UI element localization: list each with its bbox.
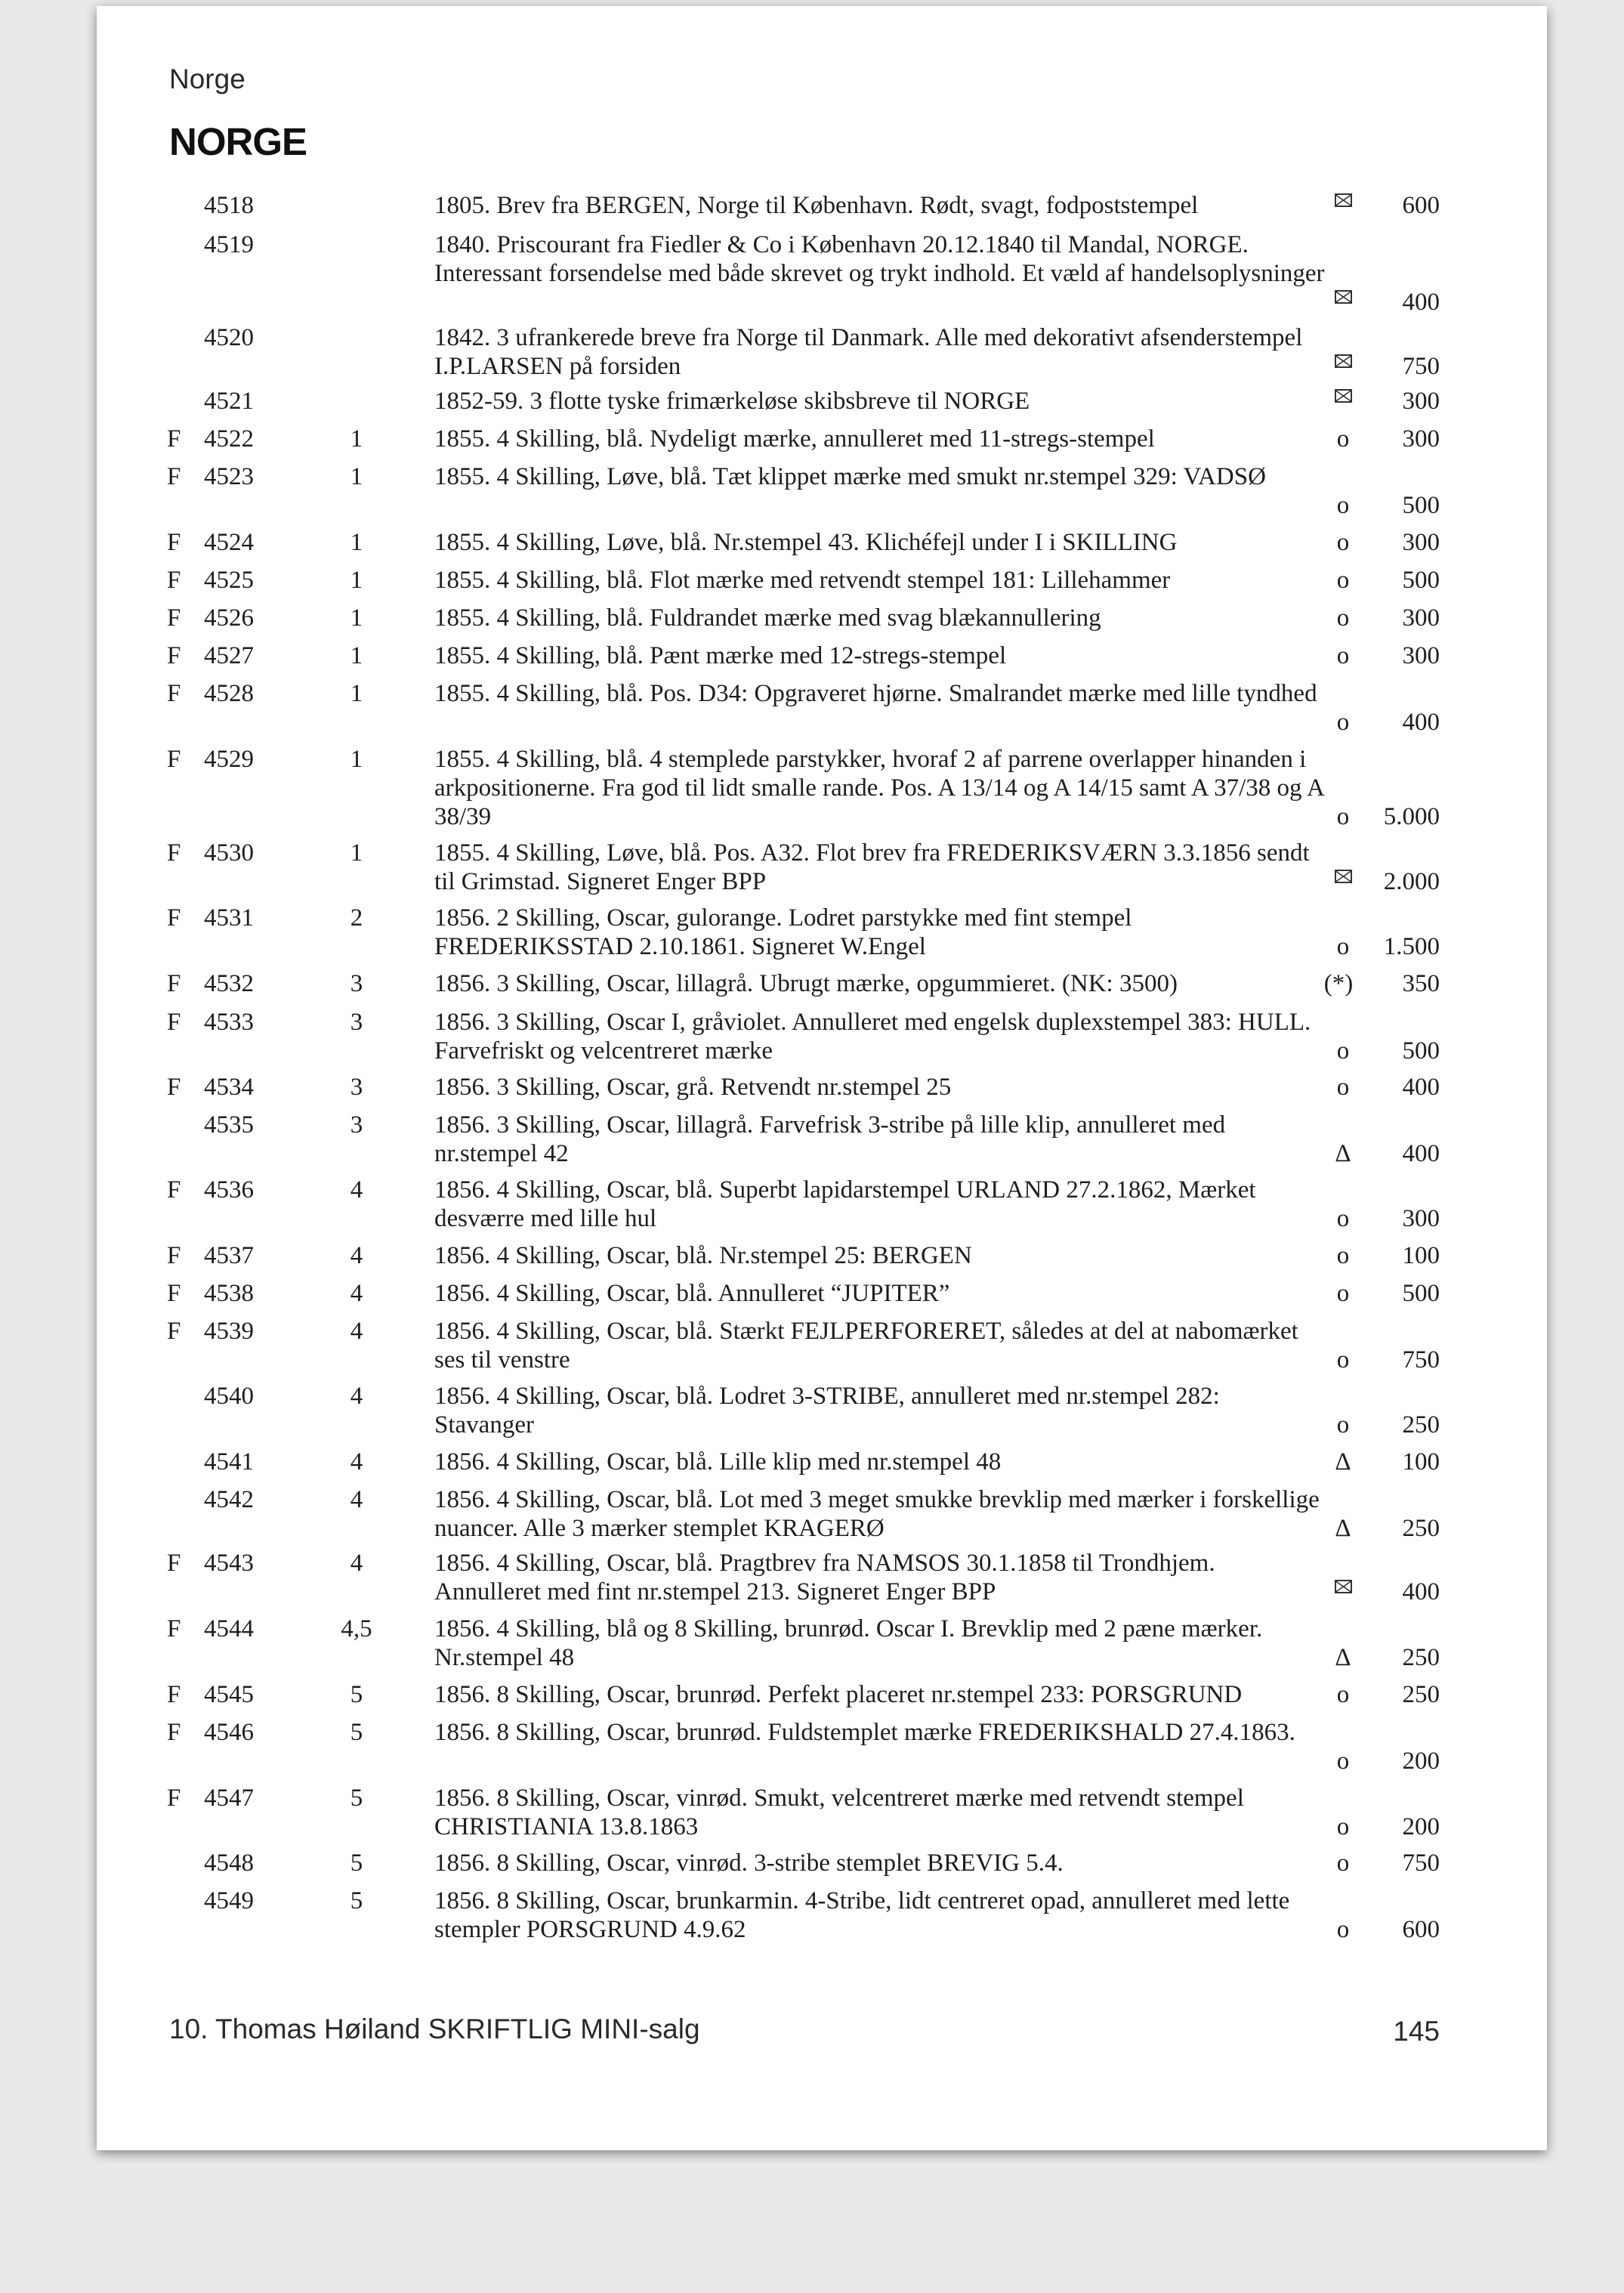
lot-description: 1856. 2 Skilling, Oscar, gulorange. Lodret parstykke med fint stempel FREDERIKSSTAD 2.10.1861. Signeret W.Engel <box>434 904 1132 960</box>
lot-number: 4540 <box>204 1383 254 1410</box>
envelope-icon <box>1320 187 1366 215</box>
lot-price: 350 <box>1402 970 1440 997</box>
envelope-icon <box>1335 354 1352 368</box>
lot-catalog-number: 4 <box>350 1383 363 1410</box>
lot-flag: F <box>167 1280 181 1307</box>
lot-number: 4518 <box>204 192 254 219</box>
lot-price: 5.000 <box>1383 803 1440 830</box>
lot-catalog-number: 1 <box>350 604 363 632</box>
envelope-icon <box>1335 389 1352 403</box>
lot-catalog-number: 3 <box>350 970 363 997</box>
lot-catalog-number: 1 <box>350 529 363 556</box>
lot-description: 1855. 4 Skilling, blå. 4 stemplede parstykker, hvoraf 2 af parrene overlapper hinanden i arkpositionerne. Fra god til lidt smalle rande. Pos. A 13/14 og A 14/15 samt A 37/38 og A 38/39 <box>434 746 1323 830</box>
envelope-icon <box>1335 290 1352 304</box>
lot-row <box>97 230 1547 317</box>
lot-number: 4539 <box>204 1318 254 1345</box>
envelope-icon <box>1320 348 1366 376</box>
lot-description: 1856. 4 Skilling, Oscar, blå. Lodret 3-STRIBE, annulleret med nr.stempel 282: Stavanger <box>434 1383 1220 1439</box>
section-title: NORGE <box>169 120 307 163</box>
lot-flag: F <box>167 1176 181 1204</box>
lot-number: 4528 <box>204 680 254 707</box>
lot-flag: F <box>167 1785 181 1812</box>
lot-flag: F <box>167 839 181 867</box>
lot-number: 4521 <box>204 388 254 415</box>
lot-number: 4546 <box>204 1719 254 1746</box>
lot-catalog-number: 5 <box>350 1850 363 1877</box>
lot-catalog-number: 1 <box>350 463 363 490</box>
lot-number: 4537 <box>204 1242 254 1269</box>
lot-description: 1842. 3 ufrankerede breve fra Norge til Danmark. Alle med dekorativt afsenderstempel I.P.LARSEN på forsiden <box>434 324 1303 380</box>
lot-catalog-number: 5 <box>350 1719 363 1746</box>
lot-catalog-number: 1 <box>350 425 363 453</box>
lot-price: 600 <box>1402 1916 1440 1943</box>
lot-description: 1856. 3 Skilling, Oscar I, gråviolet. Annulleret med engelsk duplexstempel 383: HULL. Farvefriskt og velcentreret mærke <box>434 1009 1311 1065</box>
lot-number: 4535 <box>204 1111 254 1139</box>
lot-description: 1855. 4 Skilling, blå. Pænt mærke med 12-stregs-stempel <box>434 642 1007 669</box>
lot-price: 750 <box>1402 353 1440 380</box>
lot-catalog-number: 4 <box>350 1242 363 1269</box>
lot-description: 1856. 8 Skilling, Oscar, brunrød. Fuldstemplet mærke FREDERIKSHALD 27.4.1863. <box>434 1719 1295 1746</box>
lot-row <box>97 323 1547 381</box>
lot-row <box>97 641 1547 670</box>
lot-number: 4524 <box>204 529 254 556</box>
lot-flag: F <box>167 680 181 707</box>
lot-flag: F <box>167 904 181 932</box>
lot-catalog-number: 1 <box>350 680 363 707</box>
lot-description: 1855. 4 Skilling, blå. Pos. D34: Opgraveret hjørne. Smalrandet mærke med lille tyndhed <box>434 680 1317 707</box>
lot-catalog-number: 3 <box>350 1009 363 1036</box>
lot-flag: F <box>167 604 181 632</box>
lot-number: 4520 <box>204 324 254 351</box>
lot-flag: F <box>167 425 181 453</box>
lot-number: 4526 <box>204 604 254 632</box>
lot-description: 1856. 3 Skilling, Oscar, lillagrå. Ubrugt mærke, opgummieret. (NK: 3500) <box>434 970 1178 997</box>
lot-price: 300 <box>1402 642 1440 669</box>
lot-price: 500 <box>1402 1280 1440 1307</box>
lot-price: 300 <box>1402 1205 1440 1232</box>
lot-price: 100 <box>1402 1448 1440 1476</box>
lot-number: 4538 <box>204 1280 254 1307</box>
lot-description: 1856. 4 Skilling, Oscar, blå. Annulleret “JUPITER” <box>434 1280 950 1307</box>
lot-row <box>97 904 1547 961</box>
lot-catalog-number: 1 <box>350 839 363 867</box>
lot-row <box>97 1615 1547 1672</box>
lot-price: 300 <box>1402 388 1440 415</box>
lot-condition: o <box>1336 492 1350 519</box>
lot-description: 1855. 4 Skilling, Løve, blå. Nr.stempel 43. Klichéfejl under I i SKILLING <box>434 529 1178 556</box>
envelope-icon <box>1335 870 1352 883</box>
lot-catalog-number: 4 <box>350 1486 363 1513</box>
lot-catalog-number: 4 <box>350 1280 363 1307</box>
lot-condition: Δ <box>1335 1644 1351 1671</box>
lot-price: 300 <box>1402 425 1440 453</box>
lot-flag: F <box>167 1009 181 1036</box>
lot-catalog-number: 4 <box>350 1176 363 1204</box>
envelope-icon <box>1320 1573 1366 1602</box>
lot-condition: Δ <box>1335 1448 1351 1476</box>
lot-price: 750 <box>1402 1850 1440 1877</box>
lot-description: 1805. Brev fra BERGEN, Norge til København. Rødt, svagt, fodpoststempel <box>434 192 1199 219</box>
lot-row <box>97 1073 1547 1102</box>
lot-row <box>97 387 1547 416</box>
lot-number: 4548 <box>204 1850 254 1877</box>
running-head: Norge <box>169 63 245 94</box>
lot-row <box>97 1448 1547 1476</box>
lot-description: 1856. 4 Skilling, Oscar, blå. Nr.stempel 25: BERGEN <box>434 1242 972 1269</box>
lot-row <box>97 1111 1547 1168</box>
lot-number: 4519 <box>204 231 254 258</box>
lot-flag: F <box>167 642 181 669</box>
lot-description: 1855. 4 Skilling, Løve, blå. Tæt klippet mærke med smukt nr.stempel 329: VADSØ <box>434 463 1266 490</box>
lot-row <box>97 1382 1547 1439</box>
lot-price: 300 <box>1402 529 1440 556</box>
lot-row <box>97 1241 1547 1270</box>
lot-price: 500 <box>1402 567 1440 594</box>
lot-price: 300 <box>1402 604 1440 632</box>
lot-condition: o <box>1336 1346 1350 1374</box>
lot-catalog-number: 4 <box>350 1550 363 1577</box>
lot-number: 4529 <box>204 746 254 773</box>
lot-number: 4544 <box>204 1615 254 1642</box>
lot-row <box>97 425 1547 453</box>
lot-price: 250 <box>1402 1515 1440 1542</box>
lot-flag: F <box>167 1550 181 1577</box>
lot-price: 2.000 <box>1383 868 1440 895</box>
lot-condition: (*) <box>1323 970 1354 997</box>
lot-condition: Δ <box>1335 1140 1351 1167</box>
lot-flag: F <box>167 1719 181 1746</box>
lot-description: 1840. Priscourant fra Fiedler & Co i København 20.12.1840 til Mandal, NORGE. Interessant forsendelse med både skrevet og trykt indhold. Et væld af handelsoplysninger <box>434 231 1325 287</box>
lot-number: 4527 <box>204 642 254 669</box>
lot-catalog-number: 4,5 <box>341 1615 372 1642</box>
lot-number: 4545 <box>204 1681 254 1708</box>
lot-description: 1856. 4 Skilling, Oscar, blå. Stærkt FEJLPERFORERET, således at del at nabomærket ses til venstre <box>434 1318 1298 1374</box>
lot-condition: o <box>1336 1681 1350 1708</box>
lot-number: 4533 <box>204 1009 254 1036</box>
lot-row <box>97 1784 1547 1841</box>
lot-price: 400 <box>1402 289 1440 316</box>
lot-row <box>97 1549 1547 1606</box>
lot-flag: F <box>167 463 181 490</box>
lot-number: 4543 <box>204 1550 254 1577</box>
envelope-icon <box>1320 283 1366 312</box>
lot-row <box>97 604 1547 632</box>
lot-description: 1856. 4 Skilling, Oscar, blå. Superbt lapidarstempel URLAND 27.2.1862, Mærket desværre med lille hul <box>434 1176 1256 1232</box>
lot-flag: F <box>167 1681 181 1708</box>
lot-condition: o <box>1336 1916 1350 1943</box>
lot-row <box>97 745 1547 831</box>
lot-description: 1855. 4 Skilling, blå. Nydeligt mærke, annulleret med 11-stregs-stempel <box>434 425 1155 453</box>
lot-price: 250 <box>1402 1411 1440 1439</box>
lot-number: 4541 <box>204 1448 254 1476</box>
lot-catalog-number: 5 <box>350 1785 363 1812</box>
lot-row <box>97 969 1547 998</box>
lot-flag: F <box>167 746 181 773</box>
lot-description: 1852-59. 3 flotte tyske frimærkeløse skibsbreve til NORGE <box>434 388 1030 415</box>
lot-row <box>97 191 1547 220</box>
lot-flag: F <box>167 1318 181 1345</box>
lot-row <box>97 1887 1547 1944</box>
lot-flag: F <box>167 567 181 594</box>
lot-price: 600 <box>1402 192 1440 219</box>
lot-price: 500 <box>1402 1037 1440 1065</box>
envelope-icon <box>1320 863 1366 892</box>
lot-row <box>97 1279 1547 1308</box>
lot-number: 4525 <box>204 567 254 594</box>
lot-number: 4534 <box>204 1074 254 1101</box>
lot-number: 4549 <box>204 1887 254 1914</box>
lot-flag: F <box>167 1242 181 1269</box>
lot-number: 4530 <box>204 839 254 867</box>
lot-number: 4542 <box>204 1486 254 1513</box>
catalog-page <box>97 6 1547 2150</box>
lot-catalog-number: 2 <box>350 904 363 932</box>
lot-row <box>97 1008 1547 1065</box>
lot-price: 400 <box>1402 1578 1440 1605</box>
lot-condition: o <box>1336 1205 1350 1232</box>
lot-list <box>97 6 1547 2150</box>
lot-description: 1856. 4 Skilling, Oscar, blå. Pragtbrev fra NAMSOS 30.1.1858 til Trondhjem. Annulleret med fint nr.stempel 213. Signeret Enger BPP <box>434 1550 1215 1605</box>
lot-row <box>97 679 1547 737</box>
lot-description: 1856. 4 Skilling, Oscar, blå. Lille klip med nr.stempel 48 <box>434 1448 1002 1476</box>
lot-condition: o <box>1336 529 1350 556</box>
lot-catalog-number: 3 <box>350 1111 363 1139</box>
lot-catalog-number: 1 <box>350 567 363 594</box>
lot-catalog-number: 5 <box>350 1681 363 1708</box>
lot-catalog-number: 1 <box>350 746 363 773</box>
lot-price: 250 <box>1402 1681 1440 1708</box>
lot-flag: F <box>167 529 181 556</box>
envelope-icon <box>1335 1580 1352 1593</box>
lot-condition: o <box>1336 933 1350 960</box>
envelope-icon <box>1335 193 1352 207</box>
lot-price: 400 <box>1402 709 1440 736</box>
page-number: 145 <box>1393 2016 1440 2047</box>
lot-description: 1856. 3 Skilling, Oscar, lillagrå. Farvefrisk 3-stribe på lille klip, annulleret med nr.stempel 42 <box>434 1111 1226 1167</box>
lot-description: 1855. 4 Skilling, Løve, blå. Pos. A32. Flot brev fra FREDERIKSVÆRN 3.3.1856 sendt til Grimstad. Signeret Enger BPP <box>434 839 1310 895</box>
lot-description: 1855. 4 Skilling, blå. Fuldrandet mærke med svag blækannullering <box>434 604 1101 632</box>
lot-description: 1856. 4 Skilling, Oscar, blå. Lot med 3 meget smukke brevklip med mærker i forskellige nuancer. Alle 3 mærker stemplet KRAGERØ <box>434 1486 1320 1542</box>
lot-catalog-number: 4 <box>350 1318 363 1345</box>
lot-price: 100 <box>1402 1242 1440 1269</box>
lot-catalog-number: 3 <box>350 1074 363 1101</box>
lot-description: 1856. 8 Skilling, Oscar, brunkarmin. 4-Stribe, lidt centreret opad, annulleret med lette stempler PORSGRUND 4.9.62 <box>434 1887 1290 1943</box>
lot-price: 200 <box>1402 1748 1440 1775</box>
lot-condition: o <box>1336 1850 1350 1877</box>
lot-condition: o <box>1336 1748 1350 1775</box>
lot-condition: o <box>1336 425 1350 453</box>
lot-catalog-number: 4 <box>350 1448 363 1476</box>
lot-condition: o <box>1336 1074 1350 1101</box>
lot-description: 1856. 8 Skilling, Oscar, vinrød. 3-stribe stemplet BREVIG 5.4. <box>434 1850 1064 1877</box>
lot-description: 1856. 8 Skilling, Oscar, vinrød. Smukt, velcentreret mærke med retvendt stempel CHRISTIANIA 13.8.1863 <box>434 1785 1244 1840</box>
lot-number: 4536 <box>204 1176 254 1204</box>
lot-condition: o <box>1336 1037 1350 1065</box>
lot-price: 200 <box>1402 1813 1440 1840</box>
lot-condition: o <box>1336 567 1350 594</box>
lot-condition: o <box>1336 1280 1350 1307</box>
lot-row <box>97 1680 1547 1709</box>
lot-description: 1856. 4 Skilling, blå og 8 Skilling, brunrød. Oscar I. Brevklip med 2 pæne mærker. Nr.stempel 48 <box>434 1615 1263 1671</box>
lot-number: 4532 <box>204 970 254 997</box>
lot-row <box>97 1849 1547 1877</box>
lot-catalog-number: 1 <box>350 642 363 669</box>
lot-price: 1.500 <box>1383 933 1440 960</box>
lot-flag: F <box>167 970 181 997</box>
lot-price: 400 <box>1402 1140 1440 1167</box>
lot-description: 1855. 4 Skilling, blå. Flot mærke med retvendt stempel 181: Lillehammer <box>434 567 1171 594</box>
lot-number: 4531 <box>204 904 254 932</box>
lot-row <box>97 566 1547 595</box>
lot-price: 750 <box>1402 1346 1440 1374</box>
lot-row <box>97 839 1547 896</box>
lot-number: 4523 <box>204 463 254 490</box>
lot-row <box>97 462 1547 520</box>
lot-description: 1856. 8 Skilling, Oscar, brunrød. Perfekt placeret nr.stempel 233: PORSGRUND <box>434 1681 1243 1708</box>
lot-flag: F <box>167 1615 181 1642</box>
envelope-icon <box>1320 382 1366 411</box>
lot-price: 250 <box>1402 1644 1440 1671</box>
lot-catalog-number: 5 <box>350 1887 363 1914</box>
footer-sale-title: 10. Thomas Høiland SKRIFTLIG MINI-salg <box>169 2013 700 2044</box>
lot-row <box>97 1317 1547 1374</box>
lot-condition: Δ <box>1335 1515 1351 1542</box>
lot-condition: o <box>1336 1813 1350 1840</box>
lot-condition: o <box>1336 604 1350 632</box>
lot-flag: F <box>167 1074 181 1101</box>
lot-condition: o <box>1336 642 1350 669</box>
lot-condition: o <box>1336 1242 1350 1269</box>
lot-row <box>97 528 1547 557</box>
lot-condition: o <box>1336 803 1350 830</box>
lot-price: 500 <box>1402 492 1440 519</box>
lot-condition: o <box>1336 709 1350 736</box>
lot-description: 1856. 3 Skilling, Oscar, grå. Retvendt nr.stempel 25 <box>434 1074 952 1101</box>
lot-number: 4522 <box>204 425 254 453</box>
lot-row <box>97 1176 1547 1233</box>
lot-row <box>97 1485 1547 1543</box>
lot-row <box>97 1718 1547 1775</box>
lot-number: 4547 <box>204 1785 254 1812</box>
lot-condition: o <box>1336 1411 1350 1439</box>
lot-price: 400 <box>1402 1074 1440 1101</box>
